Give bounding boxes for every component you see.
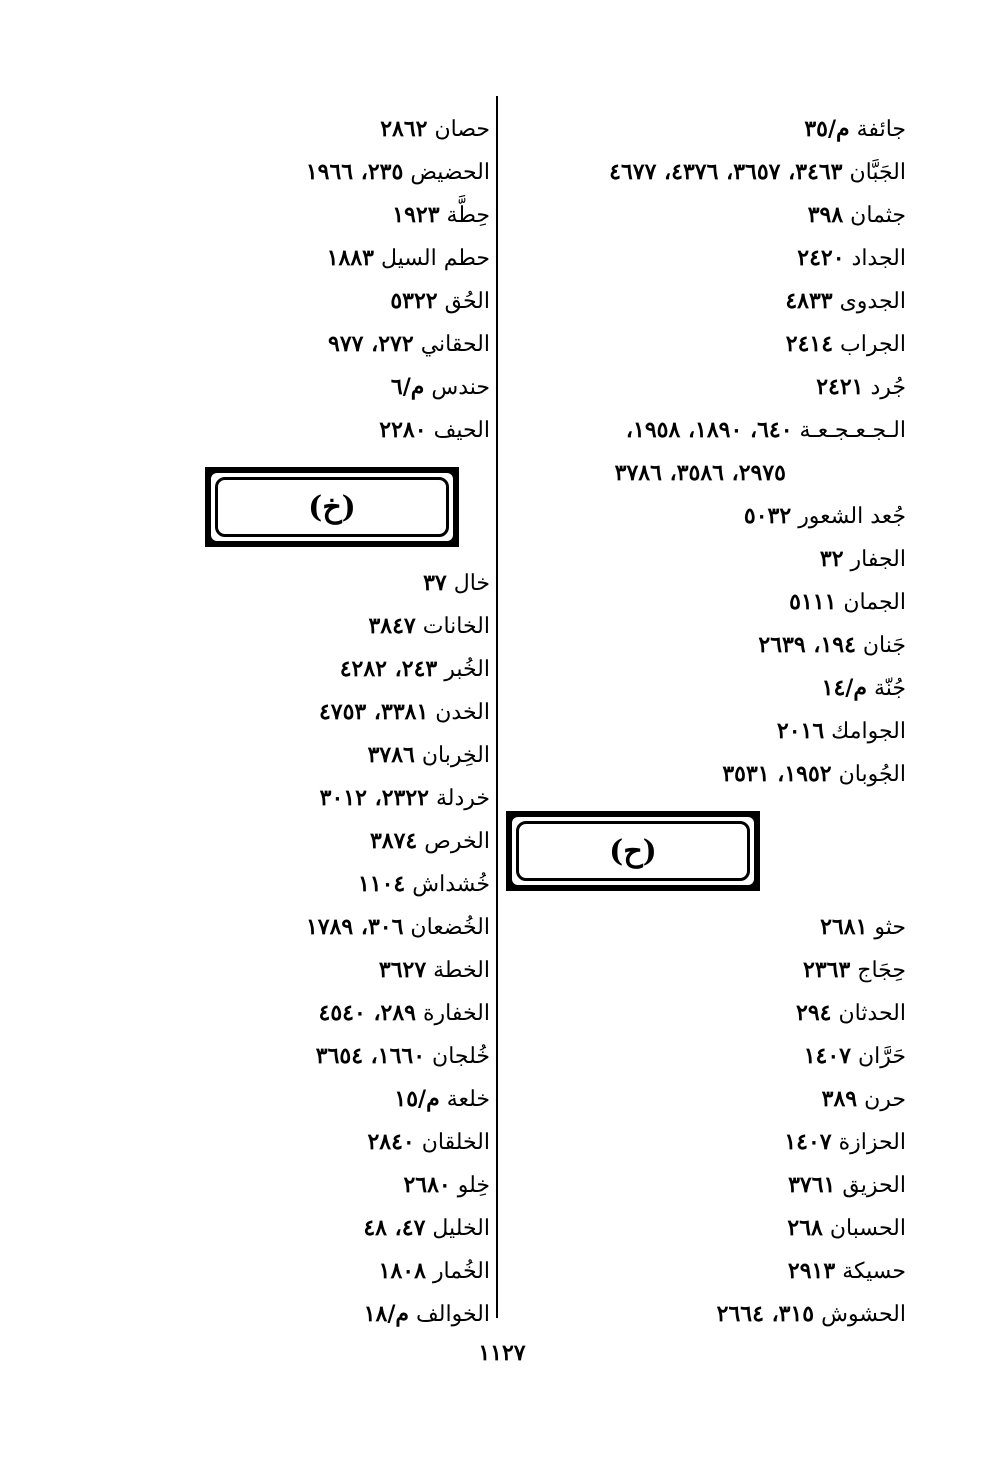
index-entry: الحقاني ٢٧٢، ٩٧٧ xyxy=(328,331,490,357)
index-entry: خُلجان ١٦٦٠، ٣٦٥٤ xyxy=(315,1043,490,1069)
index-entry: حسيكة ٢٩١٣ xyxy=(787,1258,906,1284)
index-entry: الجراب ٢٤١٤ xyxy=(785,331,906,357)
index-entry: الحدثان ٢٩٤ xyxy=(796,1000,906,1026)
index-entry: الخُبر ٢٤٣، ٤٢٨٢ xyxy=(339,656,490,682)
section-letter: (ح) xyxy=(516,821,750,881)
index-entry-continuation: ٢٩٧٥، ٣٥٨٦، ٣٧٨٦ xyxy=(614,460,786,486)
index-entry: الخرص ٣٨٧٤ xyxy=(369,828,490,854)
index-entry: الخُمار ١٨٠٨ xyxy=(378,1258,490,1284)
index-entry: جُرد ٢٤٢١ xyxy=(816,374,906,400)
left-column xyxy=(160,108,490,1336)
index-entry: جُنّة م/١٤ xyxy=(821,675,906,701)
index-entry: خردلة ٢٣٢٢، ٣٠١٢ xyxy=(319,785,490,811)
right-column xyxy=(506,108,906,1336)
index-entry: الخِربان ٣٧٨٦ xyxy=(367,742,490,768)
section-heading-ha xyxy=(506,811,760,891)
index-entry: حصان ٢٨٦٢ xyxy=(380,116,490,142)
right-entries-a xyxy=(506,108,906,796)
section-heading-kha xyxy=(205,467,459,547)
section-heading-wrap xyxy=(506,796,906,906)
index-entry: خِلو ٢٦٨٠ xyxy=(403,1172,490,1198)
index-entry: الخليل ٤٧، ٤٨ xyxy=(363,1215,490,1241)
index-entry: الحشوش ٣١٥، ٢٦٦٤ xyxy=(716,1301,906,1327)
section-heading-wrap xyxy=(160,452,490,562)
index-entry: الخانات ٣٨٤٧ xyxy=(368,613,490,639)
index-entry: الخلقان ٢٨٤٠ xyxy=(367,1129,490,1155)
index-entry: الحزيق ٣٧٦١ xyxy=(788,1172,906,1198)
index-entry: جُعد الشعور ٥٠٣٢ xyxy=(743,503,906,529)
index-entry: الخوالف م/١٨ xyxy=(363,1301,490,1327)
index-entry: الجوامك ٢٠١٦ xyxy=(776,718,906,744)
index-entry: الجمان ٥١١١ xyxy=(789,589,906,615)
index-entry: الحسبان ٢٦٨ xyxy=(787,1215,906,1241)
column-divider xyxy=(496,96,498,1318)
index-entry: حندس م/٦ xyxy=(390,374,490,400)
index-entry: حرن ٣٨٩ xyxy=(821,1086,906,1112)
index-entry: خُشداش ١١٠٤ xyxy=(357,871,490,897)
index-entry: جثمان ٣٩٨ xyxy=(807,202,906,228)
index-entry: الجدوى ٤٨٣٣ xyxy=(785,288,906,314)
index-entry: خال ٣٧ xyxy=(423,570,490,596)
left-entries-b xyxy=(160,562,490,1336)
index-entry: الـجـعـجـعـة ٦٤٠، ١٨٩٠، ١٩٥٨، xyxy=(625,417,906,443)
index-entry: حثو ٢٦٨١ xyxy=(820,914,906,940)
index-entry: خلعة م/١٥ xyxy=(394,1086,490,1112)
index-entry: حِجَاج ٢٣٦٣ xyxy=(803,957,906,983)
index-entry: حَرَّان ١٤٠٧ xyxy=(803,1043,906,1069)
index-entry: حِطَّة ١٩٢٣ xyxy=(392,202,490,228)
page-number: ١١٢٧ xyxy=(478,1340,526,1366)
index-entry: الجَبَّان ٣٤٦٣، ٣٦٥٧، ٤٣٧٦، ٤٦٧٧ xyxy=(609,159,906,185)
index-entry: الحضيض ٢٣٥، ١٩٦٦ xyxy=(305,159,490,185)
right-entries-b xyxy=(506,906,906,1336)
index-entry: الحزازة ١٤٠٧ xyxy=(784,1129,906,1155)
index-entry: الخدن ٣٣٨١، ٤٧٥٣ xyxy=(318,699,490,725)
index-entry: الجُوبان ١٩٥٢، ٣٥٣١ xyxy=(722,761,906,787)
index-entry: الخطة ٣٦٢٧ xyxy=(378,957,490,983)
index-entry: الحُق ٥٣٢٢ xyxy=(390,288,490,314)
index-entry: الخفارة ٢٨٩، ٤٥٤٠ xyxy=(318,1000,490,1026)
left-entries-a xyxy=(160,108,490,452)
index-entry: جَنان ١٩٤، ٢٦٣٩ xyxy=(758,632,906,658)
index-entry: حطم السيل ١٨٨٣ xyxy=(326,245,490,271)
index-entry: الحيف ٢٢٨٠ xyxy=(379,417,490,443)
section-letter: (خ) xyxy=(215,477,449,537)
index-entry: الجداد ٢٤٢٠ xyxy=(797,245,906,271)
index-entry: جائفة م/٣٥ xyxy=(804,116,906,142)
index-entry: الجفار ٣٢ xyxy=(819,546,906,572)
index-entry: الخُضعان ٣٠٦، ١٧٨٩ xyxy=(305,914,490,940)
